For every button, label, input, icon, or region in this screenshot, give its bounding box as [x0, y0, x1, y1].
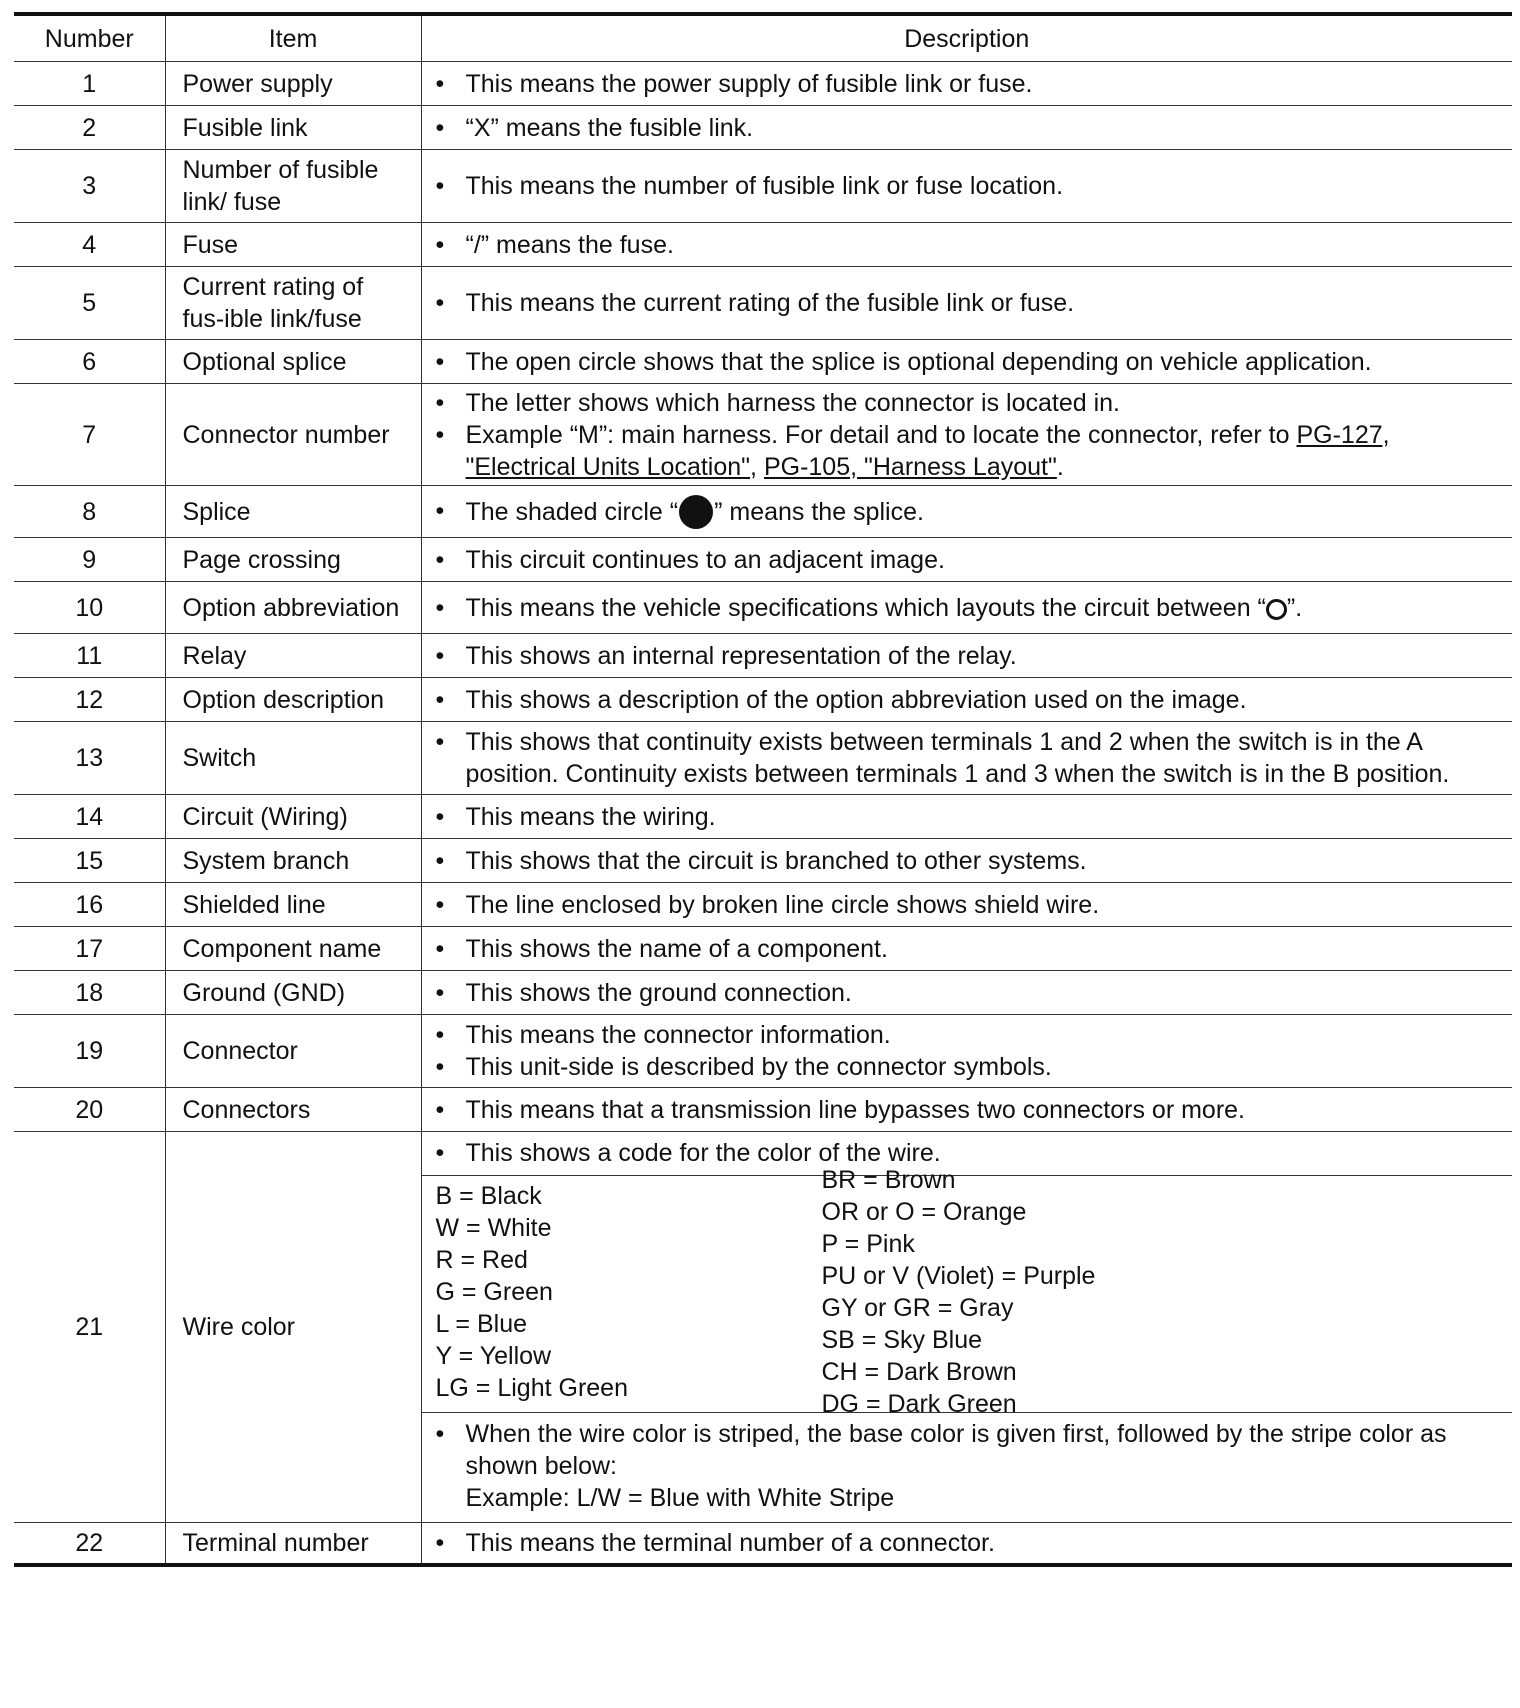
description-bullet [436, 495, 1503, 529]
description-bullet: • This means the connector information. [436, 1019, 1503, 1051]
table-row [14, 1132, 1512, 1523]
description-bullet: • “/” means the fuse. [436, 229, 1503, 261]
description-bullet: • This shows the ground connection. [436, 977, 1503, 1009]
row-description [421, 722, 1512, 795]
row-item: Power supply [165, 62, 421, 106]
table-row [14, 62, 1512, 106]
table-row [14, 927, 1512, 971]
color-code: DG = Dark Green [821, 1390, 1017, 1418]
row-item: Current rating of fus-ible link/fuse [165, 267, 421, 340]
row-number: 21 [14, 1132, 165, 1523]
row-description [421, 795, 1512, 839]
row-description [421, 839, 1512, 883]
color-code: BR = Brown [821, 1166, 956, 1194]
row-item: Number of fusible link/ fuse [165, 150, 421, 223]
row-number: 8 [14, 486, 165, 538]
color-code: OR or O = Orange [821, 1198, 1027, 1226]
row-description [421, 150, 1512, 223]
row-number: 19 [14, 1015, 165, 1088]
table-row [14, 1523, 1512, 1565]
table-row [14, 538, 1512, 582]
row-description [421, 62, 1512, 106]
description-bullet: • This means the number of fusible link or fuse location. [436, 170, 1503, 202]
row-number: 13 [14, 722, 165, 795]
description-bullet: • When the wire color is striped, the base color is given first, followed by the stripe color as shown below: [436, 1418, 1503, 1482]
wire-color-intro [422, 1132, 1513, 1175]
row-number: 14 [14, 795, 165, 839]
table-row [14, 795, 1512, 839]
reference-link-pg-105[interactable]: PG-105, "Harness Layout" [763, 452, 1057, 481]
row-description [421, 1132, 1512, 1523]
color-code: Y = Yellow [435, 1342, 552, 1370]
color-code: PU or V (Violet) = Purple [821, 1262, 1096, 1290]
row-number: 9 [14, 538, 165, 582]
table-row [14, 223, 1512, 267]
row-description [421, 106, 1512, 150]
row-item: Connector [165, 1015, 421, 1088]
row-number: 17 [14, 927, 165, 971]
color-code: SB = Sky Blue [821, 1326, 982, 1354]
table-row [14, 883, 1512, 927]
row-item: Shielded line [165, 883, 421, 927]
description-bullet: • This circuit continues to an adjacent image. [436, 544, 1503, 576]
table-row [14, 722, 1512, 795]
table-row [14, 634, 1512, 678]
table-row [14, 106, 1512, 150]
row-description [421, 223, 1512, 267]
description-text: ”. [1286, 593, 1303, 622]
row-description [421, 267, 1512, 340]
color-code: P = Pink [821, 1230, 915, 1258]
description-bullet: • This means the wiring. [436, 801, 1503, 833]
table-row [14, 678, 1512, 722]
shaded-circle-icon [679, 495, 713, 529]
table-row [14, 839, 1512, 883]
row-number: 20 [14, 1088, 165, 1132]
legend-table [14, 12, 1512, 1567]
description-bullet: • This shows an internal representation of the relay. [436, 640, 1503, 672]
row-item: Fusible link [165, 106, 421, 150]
row-description [421, 1088, 1512, 1132]
color-code: LG = Light Green [435, 1374, 628, 1402]
row-description [421, 1015, 1512, 1088]
row-description [421, 582, 1512, 634]
row-number: 16 [14, 883, 165, 927]
table-row [14, 582, 1512, 634]
description-text: Example “M”: main harness. For detail and to locate the connector, refer to [465, 420, 1297, 449]
color-code: GY or GR = Gray [821, 1294, 1014, 1322]
row-description [421, 486, 1512, 538]
description-bullet: • The letter shows which harness the connector is located in. [436, 387, 1503, 419]
description-bullet: • This means the current rating of the fusible link or fuse. [436, 287, 1503, 319]
row-description [421, 1523, 1512, 1565]
table-row [14, 150, 1512, 223]
row-description [421, 883, 1512, 927]
color-code: G = Green [435, 1278, 553, 1306]
row-number: 22 [14, 1523, 165, 1565]
row-number: 10 [14, 582, 165, 634]
table-row [14, 267, 1512, 340]
open-circle-icon [1266, 599, 1287, 620]
description-bullet: • This shows that continuity exists between terminals 1 and 2 when the switch is in the A position. Continuity exists between terminals 1 and 3 when the switch is in the B position. [436, 726, 1503, 790]
color-code: R = Red [435, 1246, 528, 1274]
header-item: Item [165, 14, 421, 62]
color-code-column-left [436, 1182, 822, 1402]
wiring-legend-sheet [14, 12, 1512, 1567]
table-row [14, 384, 1512, 486]
color-code: CH = Dark Brown [821, 1358, 1017, 1386]
row-item: Relay [165, 634, 421, 678]
row-description [421, 340, 1512, 384]
row-item: Ground (GND) [165, 971, 421, 1015]
table-row [14, 486, 1512, 538]
separator-text: , [750, 452, 764, 481]
description-bullet: • This means the power supply of fusible link or fuse. [436, 68, 1503, 100]
description-text: The shaded circle “ [465, 497, 679, 526]
description-bullet: • The line enclosed by broken line circle shows shield wire. [436, 889, 1503, 921]
row-number: 2 [14, 106, 165, 150]
row-number: 3 [14, 150, 165, 223]
row-number: 4 [14, 223, 165, 267]
color-code: L = Blue [435, 1310, 528, 1338]
row-item: Wire color [165, 1132, 421, 1523]
row-item: System branch [165, 839, 421, 883]
row-description [421, 927, 1512, 971]
row-number: 1 [14, 62, 165, 106]
row-item: Component name [165, 927, 421, 971]
reference-link-pg-127[interactable]: PG-127, "Electrical Units Location" [465, 420, 1390, 481]
description-bullet: • This means the terminal number of a connector. [436, 1527, 1503, 1559]
row-item: Connectors [165, 1088, 421, 1132]
stripe-example: Example: L/W = Blue with White Stripe [465, 1484, 895, 1512]
table-row [14, 1088, 1512, 1132]
row-item: Optional splice [165, 340, 421, 384]
row-item: Splice [165, 486, 421, 538]
row-item: Switch [165, 722, 421, 795]
description-bullet [436, 592, 1503, 624]
row-item: Connector number [165, 384, 421, 486]
row-item: Option abbreviation [165, 582, 421, 634]
header-row [14, 14, 1512, 62]
row-number: 18 [14, 971, 165, 1015]
row-item: Page crossing [165, 538, 421, 582]
header-number: Number [14, 14, 165, 62]
description-bullet: • This means that a transmission line bypasses two connectors or more. [436, 1094, 1503, 1126]
color-code: W = White [435, 1214, 552, 1242]
color-code: B = Black [435, 1182, 542, 1210]
description-bullet: • This shows that the circuit is branched to other systems. [436, 845, 1503, 877]
row-number: 11 [14, 634, 165, 678]
description-text: This means the vehicle specifications which layouts the circuit between “ [465, 593, 1266, 622]
row-item: Terminal number [165, 1523, 421, 1565]
description-bullet [436, 419, 1503, 483]
wire-color-codes [422, 1166, 1513, 1418]
row-description [421, 971, 1512, 1015]
description-bullet: • This shows the name of a component. [436, 933, 1503, 965]
description-bullet: • The open circle shows that the splice is optional depending on vehicle application. [436, 346, 1503, 378]
description-bullet: • This shows a description of the option abbreviation used on the image. [436, 684, 1503, 716]
wire-color-description [422, 1132, 1513, 1522]
row-description [421, 634, 1512, 678]
row-item: Fuse [165, 223, 421, 267]
color-code-column-right [821, 1166, 1096, 1418]
row-description [421, 678, 1512, 722]
row-item: Circuit (Wiring) [165, 795, 421, 839]
row-number: 6 [14, 340, 165, 384]
row-description [421, 538, 1512, 582]
description-text: ” means the splice. [714, 497, 924, 526]
wire-stripe-note [422, 1412, 1513, 1522]
row-item: Option description [165, 678, 421, 722]
description-text: . [1056, 452, 1064, 481]
row-number: 15 [14, 839, 165, 883]
table-row [14, 971, 1512, 1015]
table-row [14, 1015, 1512, 1088]
header-description: Description [421, 14, 1512, 62]
row-number: 7 [14, 384, 165, 486]
description-bullet: • “X” means the fusible link. [436, 112, 1503, 144]
table-row [14, 340, 1512, 384]
row-description [421, 384, 1512, 486]
row-number: 5 [14, 267, 165, 340]
description-bullet: • This unit-side is described by the connector symbols. [436, 1051, 1503, 1083]
description-bullet: • This shows a code for the color of the wire. [436, 1137, 1503, 1169]
row-number: 12 [14, 678, 165, 722]
